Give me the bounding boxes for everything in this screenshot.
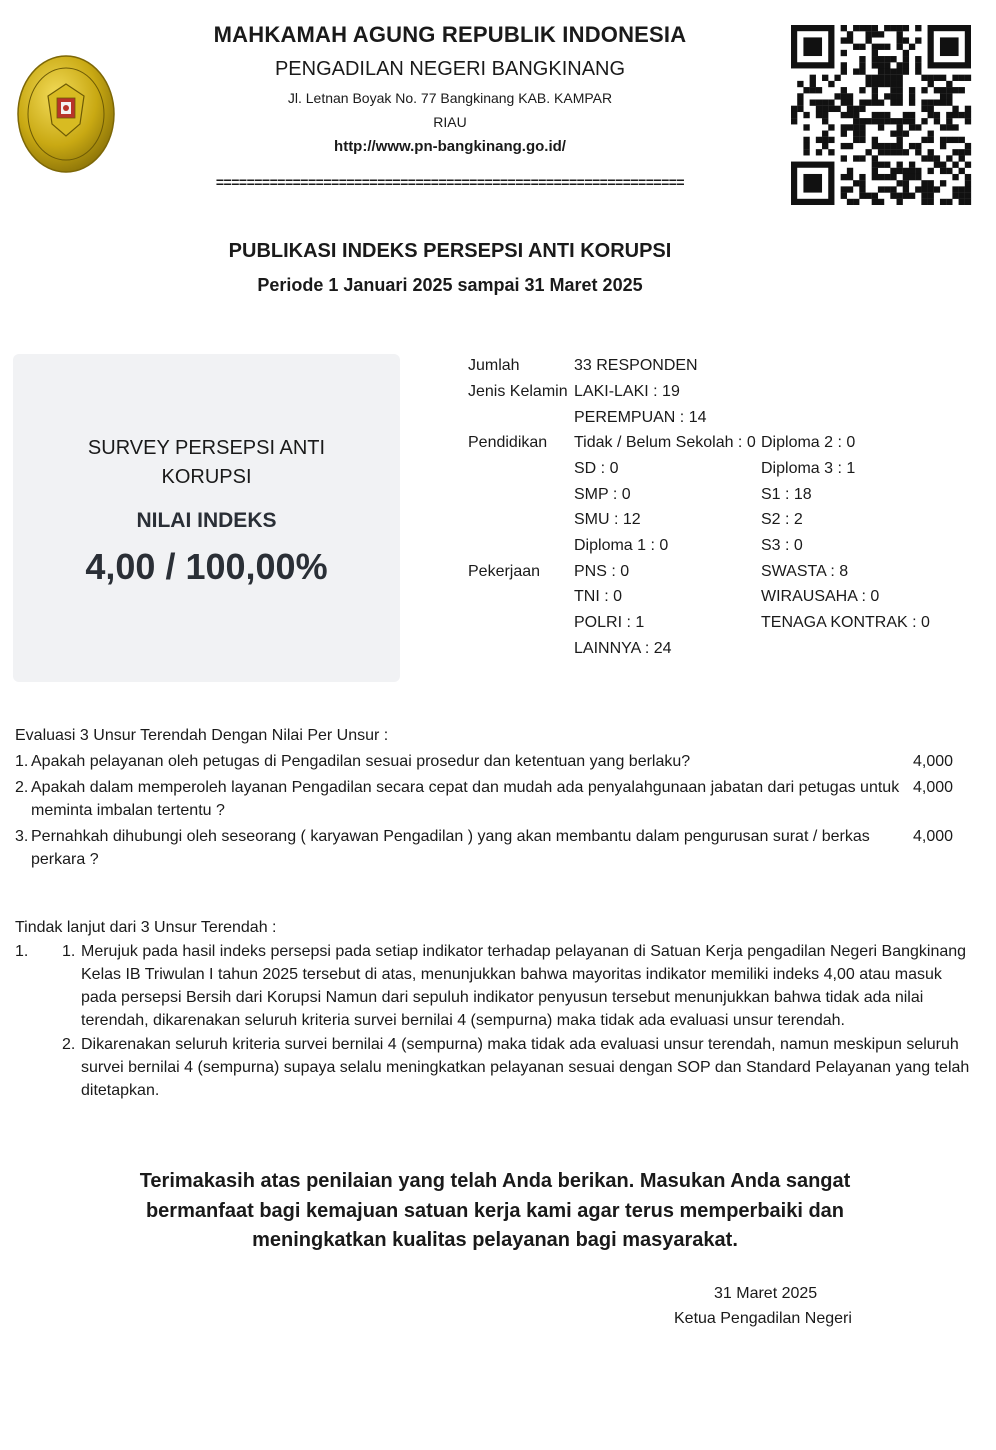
gender-item: PEREMPUAN : 14 bbox=[574, 409, 707, 426]
index-card-title: SURVEY PERSEPSI ANTI KORUPSI bbox=[87, 437, 326, 488]
job-item: WIRAUSAHA : 0 bbox=[761, 588, 880, 605]
education-item: Diploma 1 : 0 bbox=[574, 537, 669, 554]
job-label: Pekerjaan bbox=[468, 563, 541, 580]
page-title: PUBLIKASI INDEKS PERSEPSI ANTI KORUPSI bbox=[228, 240, 672, 262]
court-website[interactable]: http://www.pn-bangkinang.go.id/ bbox=[334, 138, 566, 155]
jumlah-value: 33 RESPONDEN bbox=[574, 357, 698, 374]
evaluation-score: 4,000 bbox=[913, 753, 954, 770]
job-item: TENAGA KONTRAK : 0 bbox=[761, 614, 930, 631]
education-item: Diploma 3 : 1 bbox=[761, 460, 856, 477]
evaluation-heading: Evaluasi 3 Unsur Terendah Dengan Nilai Per Unsur : bbox=[15, 727, 389, 744]
followup-item: Merujuk pada hasil indeks persepsi pada setiap indikator terhadap pelayanan di Satuan Kerja pengadilan Negeri Bangkinang Kelas IB Triwulan I tahun 2025 tersebut di atas, menunjukkan bahwa mayoritas indikator memiliki indeks 4,00 atau masuk pada persepsi Bersih dari Korupsi Namun dari sepuluh indikator penyusun tersebut menunjukkan bahwa tidak ada nilai terendah, dikarenakan seluruh kriteria survei bernilai 4 (sempurna) maka tidak ada evaluasi unsur terendah. bbox=[81, 943, 967, 1029]
jumlah-label: Jumlah bbox=[468, 357, 520, 374]
period-subtitle: Periode 1 Januari 2025 sampai 31 Maret 2025 bbox=[257, 275, 643, 295]
education-label: Pendidikan bbox=[468, 434, 548, 451]
court-seal-icon bbox=[16, 54, 116, 174]
job-item: POLRI : 1 bbox=[574, 614, 645, 631]
job-item: SWASTA : 8 bbox=[761, 563, 849, 580]
education-item: S3 : 0 bbox=[761, 537, 803, 554]
header-separator: ============================================================= bbox=[215, 174, 685, 190]
job-item: LAINNYA : 24 bbox=[574, 640, 672, 657]
education-item: Tidak / Belum Sekolah : 0 bbox=[574, 434, 756, 451]
evaluation-score: 4,000 bbox=[913, 828, 954, 845]
education-item: SMP : 0 bbox=[574, 486, 631, 503]
job-item: PNS : 0 bbox=[574, 563, 630, 580]
education-item: S1 : 18 bbox=[761, 486, 812, 503]
followup-outer-number: 1. bbox=[15, 943, 29, 960]
court-address: Jl. Letnan Boyak No. 77 Bangkinang KAB. KAMPAR bbox=[287, 90, 613, 106]
index-value: 4,00 / 100,00% bbox=[85, 546, 328, 587]
evaluation-question: Pernahkah dihubungi oleh seseorang ( karyawan Pengadilan ) yang akan membantu dalam pengurusan surat / berkas perkara ? bbox=[31, 828, 870, 868]
signer-title: Ketua Pengadilan Negeri bbox=[674, 1310, 852, 1327]
education-item: S2 : 2 bbox=[761, 511, 803, 528]
evaluation-question: Apakah pelayanan oleh petugas di Pengadilan sesuai prosedur dan ketentuan yang berlaku? bbox=[31, 753, 691, 770]
court-name: PENGADILAN NEGERI BANGKINANG bbox=[274, 58, 626, 80]
followup-heading: Tindak lanjut dari 3 Unsur Terendah : bbox=[15, 919, 277, 936]
court-province: RIAU bbox=[433, 114, 467, 130]
evaluation-question: Apakah dalam memperoleh layanan Pengadilan secara cepat dan mudah ada penyalahgunaan jabatan dari petugas untuk meminta imbalan tertentu ? bbox=[31, 779, 900, 819]
followup-item: Dikarenakan seluruh kriteria survei bernilai 4 (sempurna) maka tidak ada evaluasi unsur terendah, namun meskipun seluruh survei bernilai 4 (sempurna) supaya selalu meningkatkan pelayanan sesuai dengan SOP dan Standard Pelayanan yang telah ditetapkan. bbox=[81, 1036, 970, 1099]
index-label: NILAI INDEKS bbox=[136, 509, 277, 532]
education-item: SD : 0 bbox=[574, 460, 619, 477]
index-card bbox=[13, 354, 400, 682]
evaluation-number: 3. bbox=[15, 828, 29, 845]
evaluation-number: 2. bbox=[15, 779, 29, 796]
institution-name: MAHKAMAH AGUNG REPUBLIK INDONESIA bbox=[213, 22, 687, 47]
education-item: Diploma 2 : 0 bbox=[761, 434, 856, 451]
job-item: TNI : 0 bbox=[574, 588, 623, 605]
gender-label: Jenis Kelamin bbox=[468, 383, 568, 400]
thank-you-message: Terimakasih atas penilaian yang telah Anda berikan. Masukan Anda sangat bermanfaat bagi kemajuan satuan kerja kami agar terus memperbaiki dan meningkatkan kualitas pelayanan bagi masyarakat. bbox=[139, 1170, 851, 1251]
evaluation-number: 1. bbox=[15, 753, 29, 770]
qr-code-icon bbox=[790, 25, 972, 205]
gender-item: LAKI-LAKI : 19 bbox=[574, 383, 680, 400]
followup-number: 1. bbox=[62, 943, 76, 960]
evaluation-score: 4,000 bbox=[913, 779, 954, 796]
signature-date: 31 Maret 2025 bbox=[714, 1285, 818, 1302]
education-item: SMU : 12 bbox=[574, 511, 641, 528]
followup-number: 2. bbox=[62, 1036, 76, 1053]
